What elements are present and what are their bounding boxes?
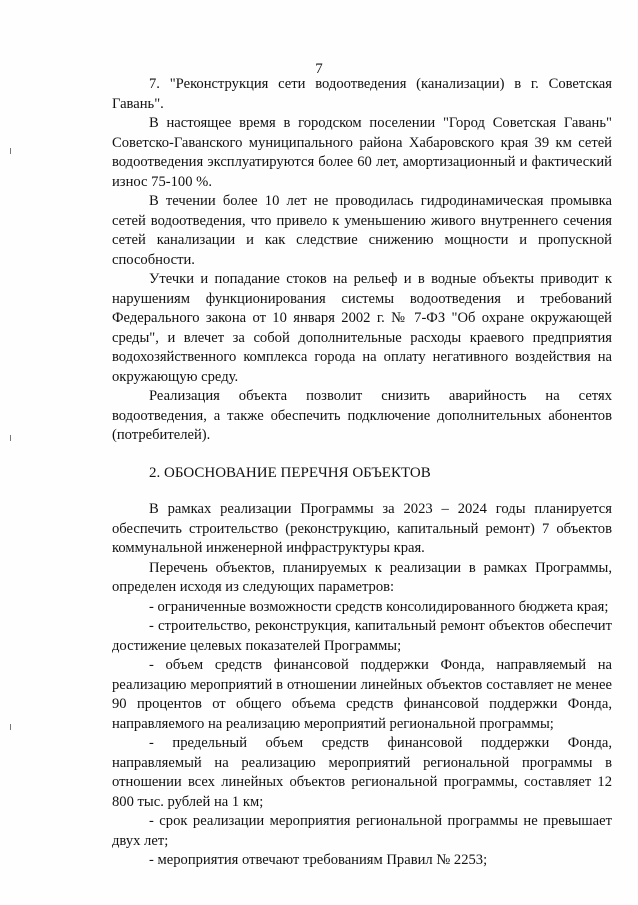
paragraph: Перечень объектов, планируемых к реализации в рамках Программы, определен исходя из следующих параметров: bbox=[112, 559, 612, 595]
scan-margin-mark bbox=[10, 724, 11, 730]
list-item: - срок реализации мероприятия региональной программы не превышает двух лет; bbox=[112, 813, 612, 849]
list-item: - строительство, реконструкция, капитальный ремонт объектов обеспечит достижение целевых показателей Программы; bbox=[112, 618, 612, 654]
paragraph: В настоящее время в городском поселении "Город Советская Гавань" Советско-Гаванского муниципального района Хабаровского края 39 км сетей водоотведения эксплуатируются более 60 лет, амортизационный и фактический износ 75-100 %. bbox=[112, 115, 612, 190]
scan-margin-mark bbox=[10, 148, 11, 154]
paragraph: В течении более 10 лет не проводилась гидродинамическая промывка сетей водоотведения, что привело к уменьшению живого внутреннего сечения сетей канализации и как следствие снижению мощности и пропускной способности. bbox=[112, 193, 612, 268]
scan-margin-mark bbox=[10, 435, 11, 441]
list-item: - ограниченные возможности средств консолидированного бюджета края; bbox=[149, 598, 609, 615]
paragraph: Реализация объекта позволит снизить аварийность на сетях водоотведения, а также обеспечить подключение дополнительных абонентов (потребителей). bbox=[112, 388, 612, 443]
list-item: - предельный объем средств финансовой поддержки Фонда, направляемый на реализацию мероприятий региональной программы в отношении всех линейных объектов региональной программы, составляет 12 800 тыс. рублей на 1 км; bbox=[112, 735, 612, 810]
paragraph: Утечки и попадание стоков на рельеф и в водные объекты приводит к нарушениям функционирования системы водоотведения и требований Федерального закона от 10 января 2002 г. № 7-ФЗ "Об охране окружающей среды", и влечет за собой дополнительные расходы краевого предприятия водохозяйственного комплекса города на оплату негативного воздействия на окружающую среду. bbox=[112, 271, 612, 385]
section-heading: 2. ОБОСНОВАНИЕ ПЕРЕЧНЯ ОБЪЕКТОВ bbox=[149, 464, 431, 481]
paragraph: В рамках реализации Программы за 2023 – 2024 годы планируется обеспечить строительство (реконструкцию, капитальный ремонт) 7 объектов коммунальной инженерной инфраструктуры края. bbox=[112, 501, 612, 556]
paragraph: 7. "Реконструкция сети водоотведения (канализации) в г. Советская Гавань". bbox=[112, 76, 612, 112]
list-item: - мероприятия отвечают требованиям Правил № 2253; bbox=[149, 852, 488, 868]
document-body bbox=[112, 75, 612, 871]
list-item: - объем средств финансовой поддержки Фонда, направляемый на реализацию мероприятий в отношении линейных объектов составляет не менее 90 процентов от общего объема средств финансовой поддержки Фонда, направляемого на реализацию мероприятий региональной программы; bbox=[112, 657, 612, 732]
page-number: 7 bbox=[315, 61, 323, 77]
